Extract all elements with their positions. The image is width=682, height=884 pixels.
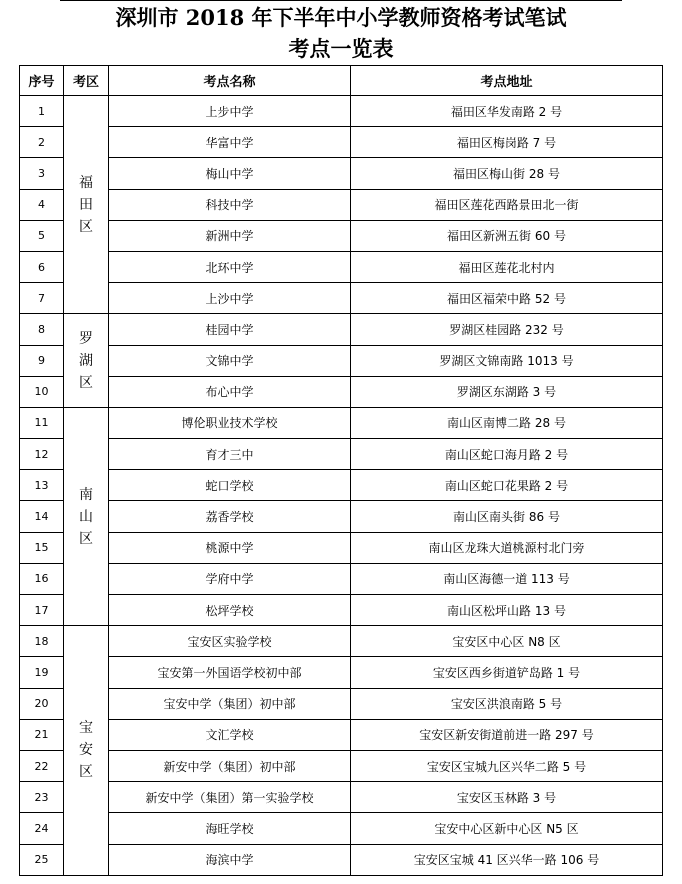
- district-cell: [64, 314, 109, 408]
- district-char: 山: [79, 508, 93, 525]
- site-name: 学府中学: [109, 563, 351, 594]
- site-address: 宝安区洪浪南路 5 号: [351, 688, 663, 719]
- table-row: [20, 563, 663, 594]
- row-number: 23: [20, 782, 64, 813]
- district-char: 罗: [79, 330, 93, 347]
- row-number: 11: [20, 407, 64, 438]
- header-site-address: 考点地址: [351, 66, 663, 96]
- table-row: [20, 595, 663, 626]
- table-row: [20, 251, 663, 282]
- site-name: 科技中学: [109, 189, 351, 220]
- site-address: 福田区梅山街 28 号: [351, 158, 663, 189]
- table-row: [20, 813, 663, 844]
- site-name: 新洲中学: [109, 220, 351, 251]
- district-char: 田: [79, 196, 93, 213]
- district-char: 湖: [79, 352, 93, 369]
- site-name: 桃源中学: [109, 532, 351, 563]
- row-number: 17: [20, 595, 64, 626]
- row-number: 10: [20, 376, 64, 407]
- district-char: 福: [79, 174, 93, 191]
- table-row: [20, 127, 663, 158]
- site-address: 南山区龙珠大道桃源村北门旁: [351, 532, 663, 563]
- header-district: 考区: [64, 66, 109, 96]
- site-name: 博伦职业技术学校: [109, 407, 351, 438]
- table-row: [20, 220, 663, 251]
- district-char: 宝: [79, 720, 93, 737]
- table-row: [20, 189, 663, 220]
- site-address: 罗湖区文锦南路 1013 号: [351, 345, 663, 376]
- row-number: 7: [20, 283, 64, 314]
- site-address: 宝安区宝城 41 区兴华一路 106 号: [351, 844, 663, 875]
- site-name: 宝安区实验学校: [109, 626, 351, 657]
- row-number: 24: [20, 813, 64, 844]
- district-char: 南: [79, 486, 93, 503]
- site-name: 育才三中: [109, 439, 351, 470]
- site-address: 南山区南博二路 28 号: [351, 407, 663, 438]
- site-name: 新安中学（集团）第一实验学校: [109, 782, 351, 813]
- table-row: [20, 844, 663, 875]
- row-number: 8: [20, 314, 64, 345]
- district-char: 区: [79, 218, 93, 235]
- row-number: 9: [20, 345, 64, 376]
- table-header-row: [20, 66, 663, 96]
- district-char: 区: [79, 530, 93, 547]
- site-address: 福田区莲花西路景田北一街: [351, 189, 663, 220]
- table-row: [20, 158, 663, 189]
- document-title-line1: 深圳市 2018 年下半年中小学教师资格考试笔试: [115, 5, 567, 30]
- site-address: 福田区梅岗路 7 号: [351, 127, 663, 158]
- district-cell: [64, 626, 109, 876]
- row-number: 19: [20, 657, 64, 688]
- site-address: 南山区海德一道 113 号: [351, 563, 663, 594]
- site-name: 布心中学: [109, 376, 351, 407]
- table-row: [20, 407, 663, 438]
- site-address: 宝安区玉林路 3 号: [351, 782, 663, 813]
- site-name: 蛇口学校: [109, 470, 351, 501]
- header-no: 序号: [20, 66, 64, 96]
- site-name: 文锦中学: [109, 345, 351, 376]
- district-char: 区: [79, 764, 93, 781]
- site-address: 罗湖区桂园路 232 号: [351, 314, 663, 345]
- site-name: 上沙中学: [109, 283, 351, 314]
- table-row: [20, 501, 663, 532]
- district-cell: [64, 407, 109, 625]
- site-name: 上步中学: [109, 96, 351, 127]
- table-row: [20, 532, 663, 563]
- district-char: 安: [79, 742, 93, 759]
- site-name: 荔香学校: [109, 501, 351, 532]
- site-name: 宝安第一外国语学校初中部: [109, 657, 351, 688]
- row-number: 2: [20, 127, 64, 158]
- row-number: 3: [20, 158, 64, 189]
- row-number: 16: [20, 563, 64, 594]
- site-address: 南山区蛇口花果路 2 号: [351, 470, 663, 501]
- site-address: 南山区南头街 86 号: [351, 501, 663, 532]
- site-address: 宝安区新安街道前进一路 297 号: [351, 719, 663, 750]
- site-address: 宝安区中心区 N8 区: [351, 626, 663, 657]
- site-address: 南山区蛇口海月路 2 号: [351, 439, 663, 470]
- site-address: 南山区松坪山路 13 号: [351, 595, 663, 626]
- row-number: 6: [20, 251, 64, 282]
- table-row: [20, 688, 663, 719]
- district-char: 区: [79, 374, 93, 391]
- table-body: [20, 96, 663, 876]
- site-name: 桂园中学: [109, 314, 351, 345]
- site-address: 宝安区西乡街道铲岛路 1 号: [351, 657, 663, 688]
- site-name: 海旺学校: [109, 813, 351, 844]
- site-name: 宝安中学（集团）初中部: [109, 688, 351, 719]
- header-site-name: 考点名称: [109, 66, 351, 96]
- row-number: 18: [20, 626, 64, 657]
- row-number: 25: [20, 844, 64, 875]
- document-title-line2: 考点一览表: [288, 36, 394, 61]
- table-row: [20, 96, 663, 127]
- table-row: [20, 750, 663, 781]
- site-name: 华富中学: [109, 127, 351, 158]
- site-name: 海滨中学: [109, 844, 351, 875]
- site-name: 梅山中学: [109, 158, 351, 189]
- row-number: 4: [20, 189, 64, 220]
- site-address: 福田区福荣中路 52 号: [351, 283, 663, 314]
- site-address: 福田区新洲五街 60 号: [351, 220, 663, 251]
- top-border-line: [60, 0, 622, 1]
- table-row: [20, 283, 663, 314]
- site-name: 北环中学: [109, 251, 351, 282]
- district-cell: [64, 96, 109, 314]
- row-number: 5: [20, 220, 64, 251]
- table-row: [20, 470, 663, 501]
- row-number: 15: [20, 532, 64, 563]
- table-row: [20, 657, 663, 688]
- table-row: [20, 439, 663, 470]
- row-number: 22: [20, 750, 64, 781]
- site-address: 福田区华发南路 2 号: [351, 96, 663, 127]
- site-address: 宝安中心区新中心区 N5 区: [351, 813, 663, 844]
- row-number: 1: [20, 96, 64, 127]
- site-name: 新安中学（集团）初中部: [109, 750, 351, 781]
- site-address: 宝安区宝城九区兴华二路 5 号: [351, 750, 663, 781]
- row-number: 13: [20, 470, 64, 501]
- exam-sites-table: [19, 65, 663, 876]
- site-address: 罗湖区东湖路 3 号: [351, 376, 663, 407]
- table-row: [20, 314, 663, 345]
- table-row: [20, 376, 663, 407]
- table-row: [20, 345, 663, 376]
- site-name: 文汇学校: [109, 719, 351, 750]
- table-row: [20, 782, 663, 813]
- row-number: 14: [20, 501, 64, 532]
- site-name: 松坪学校: [109, 595, 351, 626]
- row-number: 21: [20, 719, 64, 750]
- site-address: 福田区莲花北村内: [351, 251, 663, 282]
- table-row: [20, 626, 663, 657]
- row-number: 12: [20, 439, 64, 470]
- table-row: [20, 719, 663, 750]
- row-number: 20: [20, 688, 64, 719]
